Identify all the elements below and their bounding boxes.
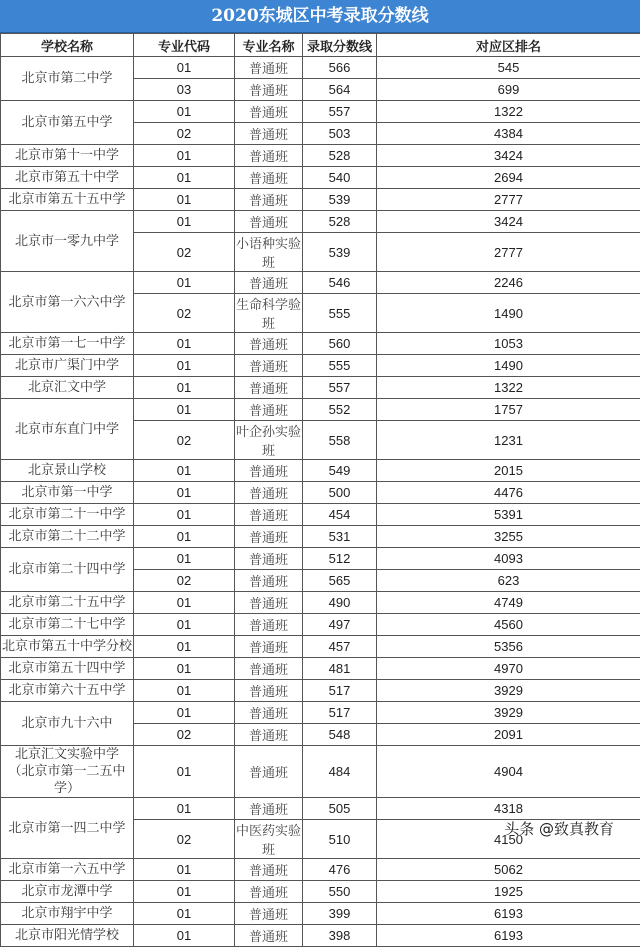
rank-cell: 1322 (377, 101, 640, 123)
score-cell: 558 (303, 421, 377, 460)
table-row (1, 881, 640, 903)
major-name-cell: 普通班 (235, 903, 303, 925)
rank-cell: 4904 (377, 746, 640, 798)
rank-cell: 1490 (377, 355, 640, 377)
major-name-cell: 中医药实验班 (235, 820, 303, 859)
score-cell: 557 (303, 101, 377, 123)
score-cell: 528 (303, 145, 377, 167)
school-name-cell: 北京市龙潭中学 (1, 881, 134, 903)
table-row (1, 903, 640, 925)
major-code-cell: 02 (134, 421, 235, 460)
major-code-cell: 01 (134, 57, 235, 79)
school-name-cell: 北京市第一七一中学 (1, 333, 134, 355)
major-code-cell: 01 (134, 482, 235, 504)
table-row (1, 272, 640, 294)
major-name-cell: 普通班 (235, 123, 303, 145)
major-name-cell: 小语种实验班 (235, 233, 303, 272)
rank-cell: 4150 (377, 820, 640, 859)
major-name-cell: 普通班 (235, 145, 303, 167)
score-cell: 454 (303, 504, 377, 526)
major-name-cell: 普通班 (235, 399, 303, 421)
school-name-cell: 北京市翔宇中学 (1, 903, 134, 925)
table-row (1, 614, 640, 636)
major-name-cell: 普通班 (235, 570, 303, 592)
table-row (1, 592, 640, 614)
major-name-cell: 普通班 (235, 526, 303, 548)
major-name-cell: 普通班 (235, 724, 303, 746)
rank-cell: 3424 (377, 145, 640, 167)
score-cell: 564 (303, 79, 377, 101)
major-code-cell: 01 (134, 211, 235, 233)
major-code-cell: 01 (134, 189, 235, 211)
score-cell: 476 (303, 859, 377, 881)
table-title: 2020东城区中考录取分数线 (0, 0, 640, 33)
rank-cell: 1925 (377, 881, 640, 903)
major-name-cell: 普通班 (235, 167, 303, 189)
rank-cell: 4749 (377, 592, 640, 614)
school-name-cell: 北京市第二十五中学 (1, 592, 134, 614)
score-cell: 549 (303, 460, 377, 482)
rank-cell: 2694 (377, 167, 640, 189)
score-cell: 510 (303, 820, 377, 859)
table-row (1, 482, 640, 504)
score-cell: 528 (303, 211, 377, 233)
school-name-cell: 北京景山学校 (1, 460, 134, 482)
rank-cell: 4318 (377, 798, 640, 820)
school-name-cell: 北京市第二十七中学 (1, 614, 134, 636)
rank-cell: 1490 (377, 294, 640, 333)
school-name-cell: 北京汇文中学 (1, 377, 134, 399)
major-name-cell: 普通班 (235, 482, 303, 504)
major-code-cell: 01 (134, 377, 235, 399)
school-name-cell: 北京市第一六五中学 (1, 859, 134, 881)
major-code-cell: 01 (134, 399, 235, 421)
score-cell: 497 (303, 614, 377, 636)
table-row (1, 355, 640, 377)
major-name-cell: 普通班 (235, 211, 303, 233)
score-cell: 517 (303, 702, 377, 724)
major-name-cell: 生命科学验班 (235, 294, 303, 333)
major-name-cell: 普通班 (235, 79, 303, 101)
rank-cell: 1231 (377, 421, 640, 460)
score-cell: 546 (303, 272, 377, 294)
header-major-code: 专业代码 (134, 34, 235, 57)
rank-cell: 3424 (377, 211, 640, 233)
score-cell: 550 (303, 881, 377, 903)
school-name-cell: 北京市第一六六中学 (1, 272, 134, 333)
major-code-cell: 02 (134, 294, 235, 333)
table-row (1, 167, 640, 189)
major-code-cell: 01 (134, 636, 235, 658)
major-code-cell: 01 (134, 746, 235, 798)
major-code-cell: 02 (134, 820, 235, 859)
major-name-cell: 普通班 (235, 658, 303, 680)
major-name-cell: 普通班 (235, 746, 303, 798)
school-name-cell: 北京市东直门中学 (1, 399, 134, 460)
rank-cell: 1322 (377, 377, 640, 399)
major-name-cell: 普通班 (235, 925, 303, 947)
major-name-cell: 普通班 (235, 548, 303, 570)
major-code-cell: 02 (134, 123, 235, 145)
table-row (1, 57, 640, 79)
major-name-cell: 普通班 (235, 859, 303, 881)
major-name-cell: 普通班 (235, 272, 303, 294)
table-row (1, 504, 640, 526)
table-row (1, 548, 640, 570)
rank-cell: 5391 (377, 504, 640, 526)
major-code-cell: 01 (134, 881, 235, 903)
rank-cell: 4476 (377, 482, 640, 504)
major-code-cell: 01 (134, 548, 235, 570)
rank-cell: 3929 (377, 680, 640, 702)
header-row (1, 34, 640, 57)
score-cell: 531 (303, 526, 377, 548)
score-cell: 540 (303, 167, 377, 189)
table-row (1, 925, 640, 947)
rank-cell: 4560 (377, 614, 640, 636)
header-school-name: 学校名称 (1, 34, 134, 57)
major-code-cell: 01 (134, 614, 235, 636)
rank-cell: 5062 (377, 859, 640, 881)
table-row (1, 377, 640, 399)
major-code-cell: 01 (134, 460, 235, 482)
major-code-cell: 01 (134, 859, 235, 881)
major-name-cell: 普通班 (235, 355, 303, 377)
major-code-cell: 01 (134, 504, 235, 526)
score-cell: 565 (303, 570, 377, 592)
major-code-cell: 01 (134, 101, 235, 123)
rank-cell: 4970 (377, 658, 640, 680)
major-name-cell: 普通班 (235, 614, 303, 636)
rank-cell: 2777 (377, 233, 640, 272)
major-name-cell: 普通班 (235, 881, 303, 903)
score-cell: 557 (303, 377, 377, 399)
school-name-cell: 北京市第一中学 (1, 482, 134, 504)
rank-cell: 6193 (377, 903, 640, 925)
major-name-cell: 普通班 (235, 57, 303, 79)
rank-cell: 4093 (377, 548, 640, 570)
score-cell: 490 (303, 592, 377, 614)
table-row (1, 746, 640, 798)
rank-cell: 545 (377, 57, 640, 79)
school-name-cell: 北京市第五十中学 (1, 167, 134, 189)
major-name-cell: 普通班 (235, 504, 303, 526)
major-code-cell: 01 (134, 903, 235, 925)
major-name-cell: 普通班 (235, 592, 303, 614)
header-major-name: 专业名称 (235, 34, 303, 57)
school-name-cell: 北京市第十一中学 (1, 145, 134, 167)
major-name-cell: 叶企孙实验班 (235, 421, 303, 460)
watermark: 头条 @致真教育 (504, 818, 614, 839)
major-code-cell: 01 (134, 167, 235, 189)
table-row (1, 145, 640, 167)
school-name-cell: 北京市广渠门中学 (1, 355, 134, 377)
major-code-cell: 02 (134, 724, 235, 746)
school-name-cell: 北京汇文实验中学 （北京市第一二五中学） (1, 746, 134, 798)
table-row (1, 798, 640, 820)
table-row (1, 101, 640, 123)
score-cell: 539 (303, 189, 377, 211)
major-code-cell: 01 (134, 798, 235, 820)
table-body (1, 57, 640, 947)
score-cell: 505 (303, 798, 377, 820)
rank-cell: 1053 (377, 333, 640, 355)
table-row (1, 702, 640, 724)
major-code-cell: 01 (134, 526, 235, 548)
major-code-cell: 01 (134, 925, 235, 947)
major-name-cell: 普通班 (235, 636, 303, 658)
admission-score-table (0, 33, 640, 947)
rank-cell: 1757 (377, 399, 640, 421)
header-rank: 对应区排名 (377, 34, 640, 57)
table-row (1, 680, 640, 702)
score-cell: 399 (303, 903, 377, 925)
table-row (1, 399, 640, 421)
major-name-cell: 普通班 (235, 702, 303, 724)
score-cell: 503 (303, 123, 377, 145)
major-name-cell: 普通班 (235, 377, 303, 399)
score-cell: 481 (303, 658, 377, 680)
major-code-cell: 02 (134, 233, 235, 272)
school-name-cell: 北京市第二中学 (1, 57, 134, 101)
rank-cell: 6193 (377, 925, 640, 947)
score-cell: 484 (303, 746, 377, 798)
major-code-cell: 03 (134, 79, 235, 101)
score-cell: 555 (303, 294, 377, 333)
school-name-cell: 北京市第五中学 (1, 101, 134, 145)
school-name-cell: 北京市第一四二中学 (1, 798, 134, 859)
school-name-cell: 北京市九十六中 (1, 702, 134, 746)
major-code-cell: 01 (134, 592, 235, 614)
school-name-cell: 北京市阳光情学校 (1, 925, 134, 947)
rank-cell: 699 (377, 79, 640, 101)
rank-cell: 623 (377, 570, 640, 592)
major-name-cell: 普通班 (235, 333, 303, 355)
table-row (1, 526, 640, 548)
school-name-cell: 北京市一零九中学 (1, 211, 134, 272)
school-name-cell: 北京市第六十五中学 (1, 680, 134, 702)
major-code-cell: 01 (134, 702, 235, 724)
rank-cell: 2091 (377, 724, 640, 746)
major-name-cell: 普通班 (235, 101, 303, 123)
table-row (1, 460, 640, 482)
score-cell: 548 (303, 724, 377, 746)
school-name-cell: 北京市第五十四中学 (1, 658, 134, 680)
score-cell: 398 (303, 925, 377, 947)
score-cell: 555 (303, 355, 377, 377)
major-code-cell: 01 (134, 145, 235, 167)
header-score: 录取分数线 (303, 34, 377, 57)
major-code-cell: 01 (134, 333, 235, 355)
table-row (1, 211, 640, 233)
major-code-cell: 01 (134, 355, 235, 377)
major-code-cell: 01 (134, 272, 235, 294)
rank-cell: 2015 (377, 460, 640, 482)
rank-cell: 2777 (377, 189, 640, 211)
rank-cell: 3255 (377, 526, 640, 548)
score-cell: 560 (303, 333, 377, 355)
school-name-cell: 北京市第五十五中学 (1, 189, 134, 211)
table-row (1, 636, 640, 658)
rank-cell: 4384 (377, 123, 640, 145)
major-name-cell: 普通班 (235, 460, 303, 482)
rank-cell: 5356 (377, 636, 640, 658)
score-cell: 552 (303, 399, 377, 421)
major-code-cell: 01 (134, 658, 235, 680)
school-name-cell: 北京市第二十四中学 (1, 548, 134, 592)
table-row (1, 658, 640, 680)
school-name-cell: 北京市第五十中学分校 (1, 636, 134, 658)
score-cell: 500 (303, 482, 377, 504)
major-name-cell: 普通班 (235, 680, 303, 702)
major-code-cell: 02 (134, 570, 235, 592)
rank-cell: 3929 (377, 702, 640, 724)
major-name-cell: 普通班 (235, 798, 303, 820)
score-cell: 566 (303, 57, 377, 79)
major-name-cell: 普通班 (235, 189, 303, 211)
school-name-cell: 北京市第二十一中学 (1, 504, 134, 526)
table-row (1, 333, 640, 355)
score-cell: 539 (303, 233, 377, 272)
score-cell: 517 (303, 680, 377, 702)
school-name-cell: 北京市第二十二中学 (1, 526, 134, 548)
major-code-cell: 01 (134, 680, 235, 702)
score-cell: 512 (303, 548, 377, 570)
table-row (1, 859, 640, 881)
rank-cell: 2246 (377, 272, 640, 294)
score-cell: 457 (303, 636, 377, 658)
table-row (1, 189, 640, 211)
